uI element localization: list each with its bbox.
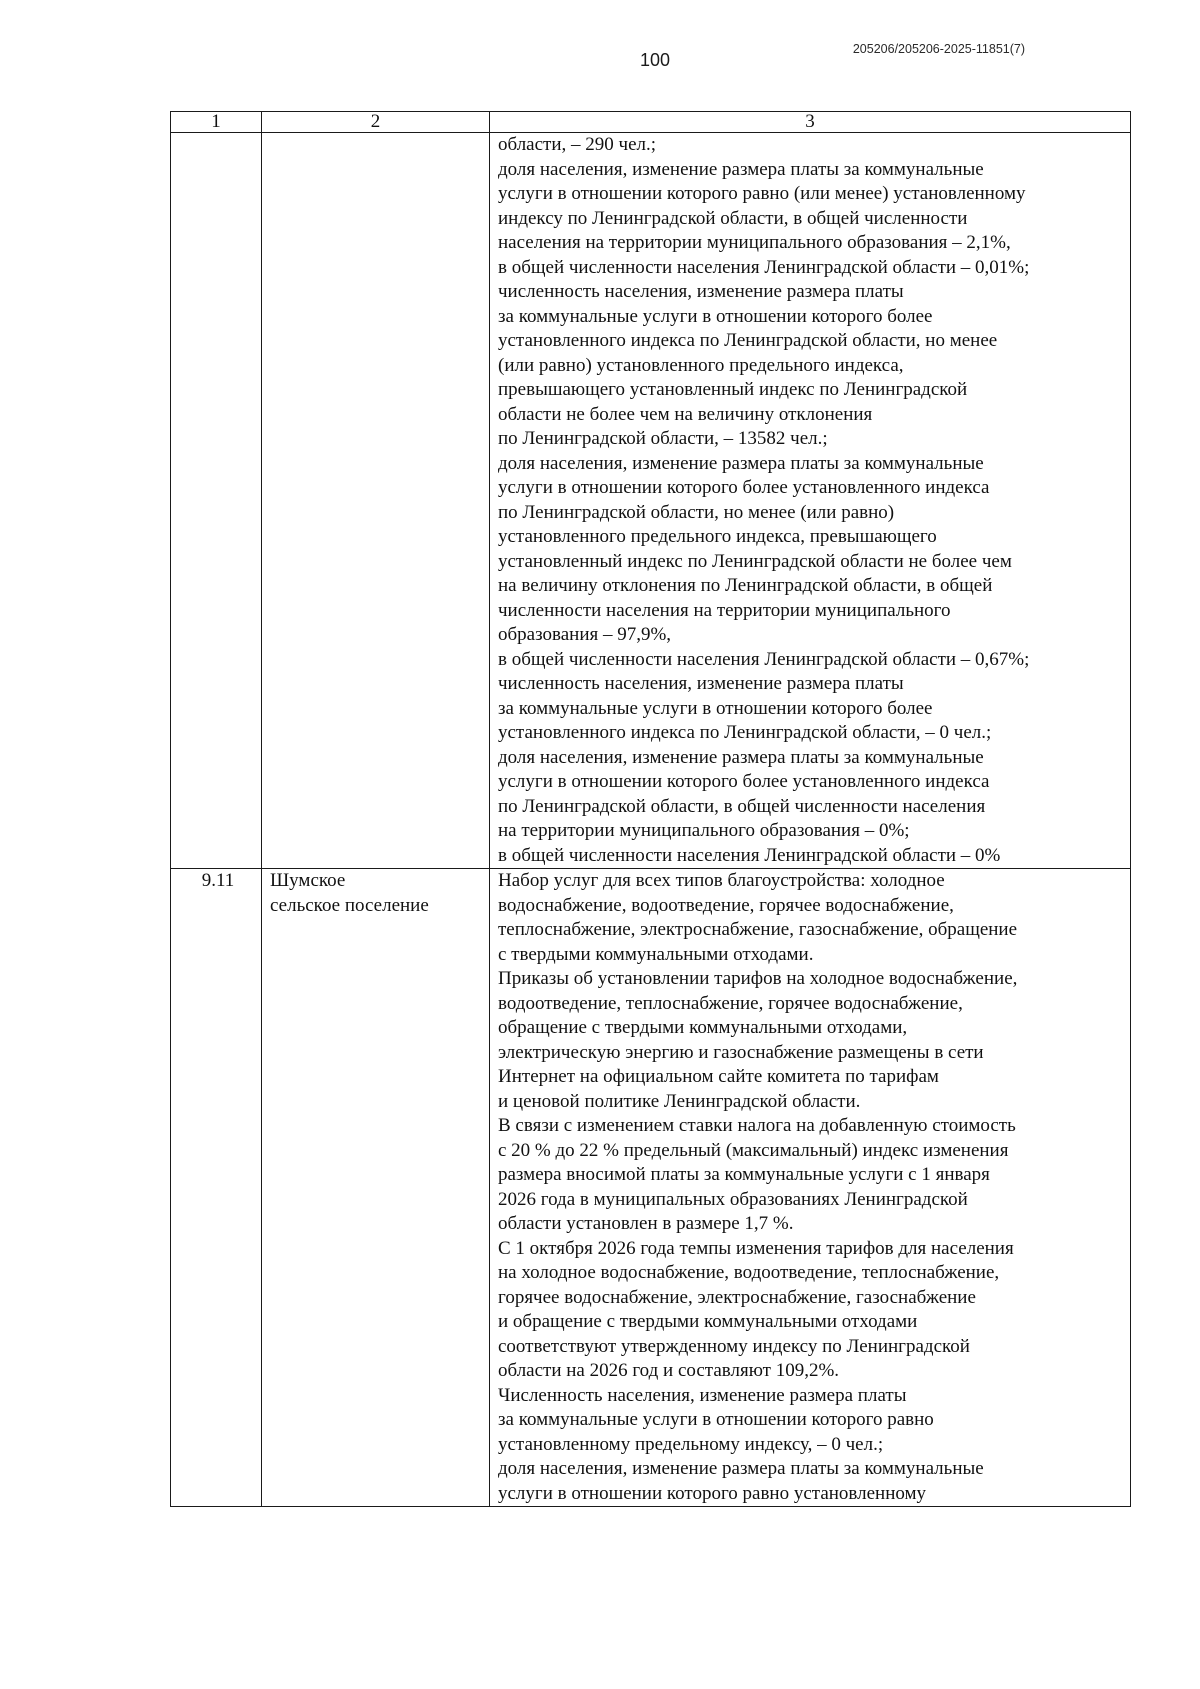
description-line: области установлен в размере 1,7 %. bbox=[498, 1213, 794, 1234]
description-line: (или равно) установленного предельного индекса, bbox=[498, 354, 904, 376]
description-cell bbox=[490, 133, 1131, 869]
municipality-cell bbox=[262, 869, 490, 1507]
description-line: водоотведение, теплоснабжение, горячее водоснабжение, bbox=[498, 992, 963, 1014]
description-line: установленного индекса по Ленинградской области, – 0 чел.; bbox=[498, 722, 992, 743]
description-cell bbox=[490, 869, 1131, 1507]
table-header-row bbox=[171, 112, 1131, 133]
description-line: с 20 % до 22 % предельный (максимальный) индекс изменения bbox=[498, 1139, 1009, 1161]
description-line: Приказы об установлении тарифов на холодное водоснабжение, bbox=[498, 968, 1018, 989]
description-line: области не более чем на величину отклонения bbox=[498, 403, 873, 425]
description-line: за коммунальные услуги в отношении которого более bbox=[498, 305, 933, 327]
description-line: области, – 290 чел.; bbox=[498, 134, 657, 155]
table-body bbox=[171, 112, 1131, 1507]
description-line: в общей численности населения Ленинградской области – 0,67%; bbox=[498, 648, 1030, 670]
description-line: соответствуют утвержденному индексу по Ленинградской bbox=[498, 1335, 970, 1357]
description-line: области на 2026 год и составляют 109,2%. bbox=[498, 1360, 840, 1381]
description-line: услуги в отношении которого равно (или менее) установленному bbox=[498, 183, 1026, 204]
description-line: электрическую энергию и газоснабжение размещены в сети bbox=[498, 1041, 984, 1063]
description-line: с твердыми коммунальными отходами. bbox=[498, 943, 814, 965]
description-line: горячее водоснабжение, электроснабжение, газоснабжение bbox=[498, 1286, 976, 1308]
description-line: численности населения на территории муниципального bbox=[498, 599, 951, 621]
description-line: установленного предельного индекса, превышающего bbox=[498, 526, 937, 547]
description-line: доля населения, изменение размера платы за коммунальные bbox=[498, 1458, 984, 1479]
description-line: доля населения, изменение размера платы за коммунальные bbox=[498, 158, 984, 180]
description-line: услуги в отношении которого более установленного индекса bbox=[498, 771, 990, 792]
description-line: превышающего установленный индекс по Ленинградской bbox=[498, 379, 968, 400]
description-line: населения на территории муниципального образования – 2,1%, bbox=[498, 232, 1011, 253]
description-line: за коммунальные услуги в отношении которого более bbox=[498, 697, 933, 719]
description-line: размера вносимой платы за коммунальные услуги с 1 января bbox=[498, 1164, 990, 1185]
header-cell-col2: 2 bbox=[262, 112, 490, 133]
description-line: услуги в отношении которого более установленного индекса bbox=[498, 477, 990, 498]
description-line: на территории муниципального образования – 0%; bbox=[498, 820, 910, 841]
data-table bbox=[170, 111, 1131, 1507]
description-line: в общей численности населения Ленинградской области – 0,01%; bbox=[498, 256, 1030, 278]
table-row bbox=[171, 133, 1131, 869]
description-line: численность населения, изменение размера платы bbox=[498, 673, 904, 694]
description-line: установленный индекс по Ленинградской области не более чем bbox=[498, 550, 1012, 572]
description-line: теплоснабжение, электроснабжение, газоснабжение, обращение bbox=[498, 919, 1018, 940]
description-line: Численность населения, изменение размера платы bbox=[498, 1384, 907, 1406]
header-cell-col3: 3 bbox=[490, 112, 1131, 133]
description-line: образования – 97,9%, bbox=[498, 624, 672, 645]
document-id: 205206/205206-2025-11851(7) bbox=[852, 42, 1025, 56]
description-line: Набор услуг для всех типов благоустройства: холодное bbox=[498, 870, 945, 891]
description-line: 2026 года в муниципальных образованиях Ленинградской bbox=[498, 1188, 968, 1210]
description-line: численность населения, изменение размера платы bbox=[498, 281, 904, 302]
description-line: обращение с твердыми коммунальными отходами, bbox=[498, 1017, 908, 1038]
description-line: услуги в отношении которого равно установленному bbox=[498, 1482, 927, 1504]
description-line: в общей численности населения Ленинградской области – 0% bbox=[498, 844, 1001, 866]
municipality-name-line: Шумское bbox=[270, 870, 346, 891]
description-line: доля населения, изменение размера платы за коммунальные bbox=[498, 746, 984, 768]
description-line: и обращение с твердыми коммунальными отходами bbox=[498, 1311, 918, 1332]
row-number-cell bbox=[171, 133, 262, 869]
description-line: по Ленинградской области, в общей численности населения bbox=[498, 795, 986, 817]
municipality-cell bbox=[262, 133, 490, 869]
page-number: 100 bbox=[639, 50, 671, 70]
header-cell-col1: 1 bbox=[171, 112, 262, 133]
description-line: установленного индекса по Ленинградской области, но менее bbox=[498, 330, 998, 351]
table-row bbox=[171, 869, 1131, 1507]
description-line: установленному предельному индексу, – 0 чел.; bbox=[498, 1433, 884, 1455]
row-number-cell: 9.11 bbox=[171, 869, 262, 1507]
description-line: по Ленинградской области, но менее (или равно) bbox=[498, 501, 895, 523]
description-line: водоснабжение, водоотведение, горячее водоснабжение, bbox=[498, 894, 954, 916]
description-line: индексу по Ленинградской области, в общей численности bbox=[498, 207, 968, 229]
municipality-name-line: сельское поселение bbox=[270, 894, 429, 916]
description-line: за коммунальные услуги в отношении которого равно bbox=[498, 1409, 934, 1430]
description-line: и ценовой политике Ленинградской области. bbox=[498, 1090, 861, 1112]
description-line: В связи с изменением ставки налога на добавленную стоимость bbox=[498, 1115, 1016, 1136]
description-line: на холодное водоснабжение, водоотведение, теплоснабжение, bbox=[498, 1262, 1000, 1283]
description-line: С 1 октября 2026 года темпы изменения тарифов для населения bbox=[498, 1237, 1014, 1259]
description-line: Интернет на официальном сайте комитета по тарифам bbox=[498, 1066, 939, 1087]
description-line: доля населения, изменение размера платы за коммунальные bbox=[498, 452, 984, 474]
description-line: на величину отклонения по Ленинградской области, в общей bbox=[498, 575, 993, 596]
description-line: по Ленинградской области, – 13582 чел.; bbox=[498, 428, 828, 449]
